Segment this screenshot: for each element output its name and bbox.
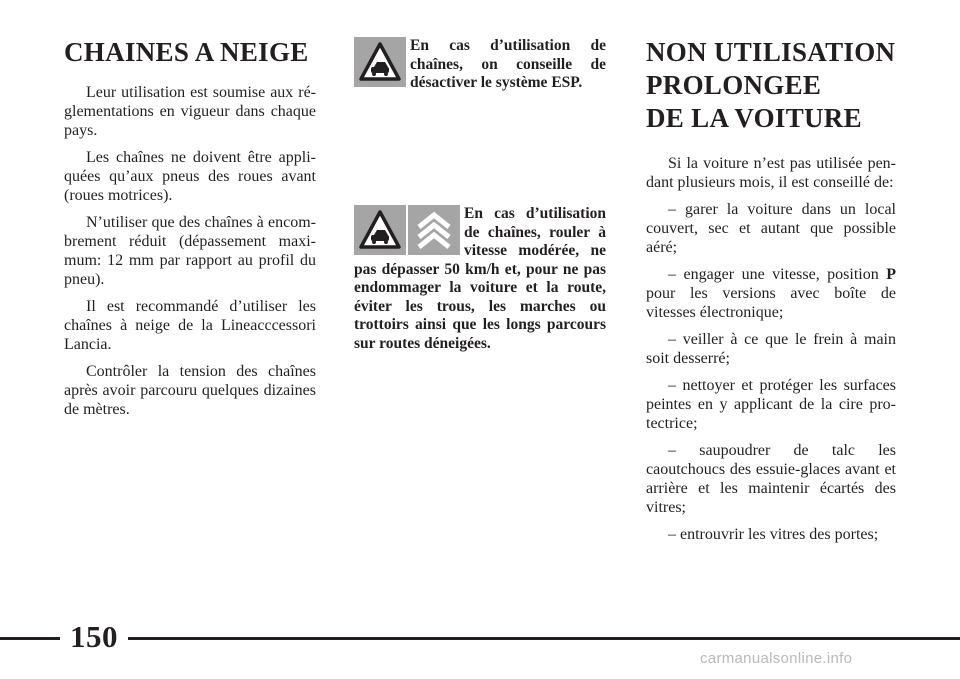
snow-chains-paragraph: N’utiliser que des chaînes à encombrement réduit (dépassement maximum: 12 mm par rapport au profil du pneu). [64, 214, 316, 288]
footer-rule-right [128, 637, 960, 640]
gear-text-end: pour les versions avec boîte de vitesses électronique; [646, 285, 896, 321]
gear-position-letter: P [886, 266, 896, 283]
vehicle-storage-title [646, 36, 896, 135]
snow-chains-title: CHAINES A NEIGE [64, 37, 309, 67]
vehicle-storage-paragraph: – saupoudrer de talc les caoutchoucs des essuie-glaces avant et arrière et les maintenir écartés des vitres; [646, 442, 896, 516]
vehicle-storage-paragraph: – garer la voiture dans un local couvert, sec et autant que possible aéré; [646, 201, 896, 256]
snow-chains-section [64, 36, 316, 427]
snow-chains-paragraph: Il est recommandé d’utiliser les chaînes à neige de la Lineacccessori Lancia. [64, 298, 316, 353]
vehicle-storage-title-line: NON UTILISATION [646, 37, 896, 67]
skidding-car-warning-icon [354, 37, 406, 87]
watermark: carmanualsonline.info [700, 650, 853, 667]
snow-chains-paragraph: Les chaînes ne doivent être appliquées qu’aux pneus des roues avant (roues motrices). [64, 149, 316, 204]
vehicle-storage-title-line: PROLONGEE [646, 70, 822, 100]
footer-rule-left [0, 637, 60, 640]
snow-chains-paragraph: Leur utilisation est soumise aux réglementations en vigueur dans chaque pays. [64, 84, 316, 139]
speed-warning-body: En cas d’utilisation de chaînes, rouler à vitesse modérée, ne pas dépasser 50 km/h et, pour ne pas endommager la voiture et la route, éviter les trous, les marches ou trottoirs ainsi que les longs parcours sur routes déneigées. [354, 205, 606, 352]
snow-chains-paragraph: Contrôler la tension des chaînes après avoir parcouru quelques dizaines de mètres. [64, 363, 316, 418]
gear-position-paragraph [646, 265, 896, 322]
speed-warning-text [354, 205, 606, 353]
vehicle-storage-paragraph: – entrouvrir les vitres des portes; [668, 526, 879, 543]
esp-warning-text: En cas d’utilisation de chaînes, on conseille de désactiver le système ESP. [410, 37, 606, 91]
icon-spacer [354, 205, 464, 259]
vehicle-storage-paragraph: – veiller à ce que le frein à main soit desserré; [646, 331, 896, 367]
vehicle-storage-paragraph: – nettoyer et protéger les surfaces peintes en y applicant de la cire protectrice; [646, 377, 896, 432]
vehicle-storage-section [646, 36, 896, 552]
speed-warning-note [354, 205, 606, 375]
esp-warning-note [354, 37, 606, 97]
vehicle-storage-title-line: DE LA VOITURE [646, 103, 862, 133]
vehicle-storage-paragraph: Si la voiture n’est pas utilisée pendant plusieurs mois, il est conseillé de: [646, 155, 896, 191]
gear-text-start: – engager une vitesse, position [668, 266, 887, 283]
page-number: 150 [70, 619, 118, 654]
